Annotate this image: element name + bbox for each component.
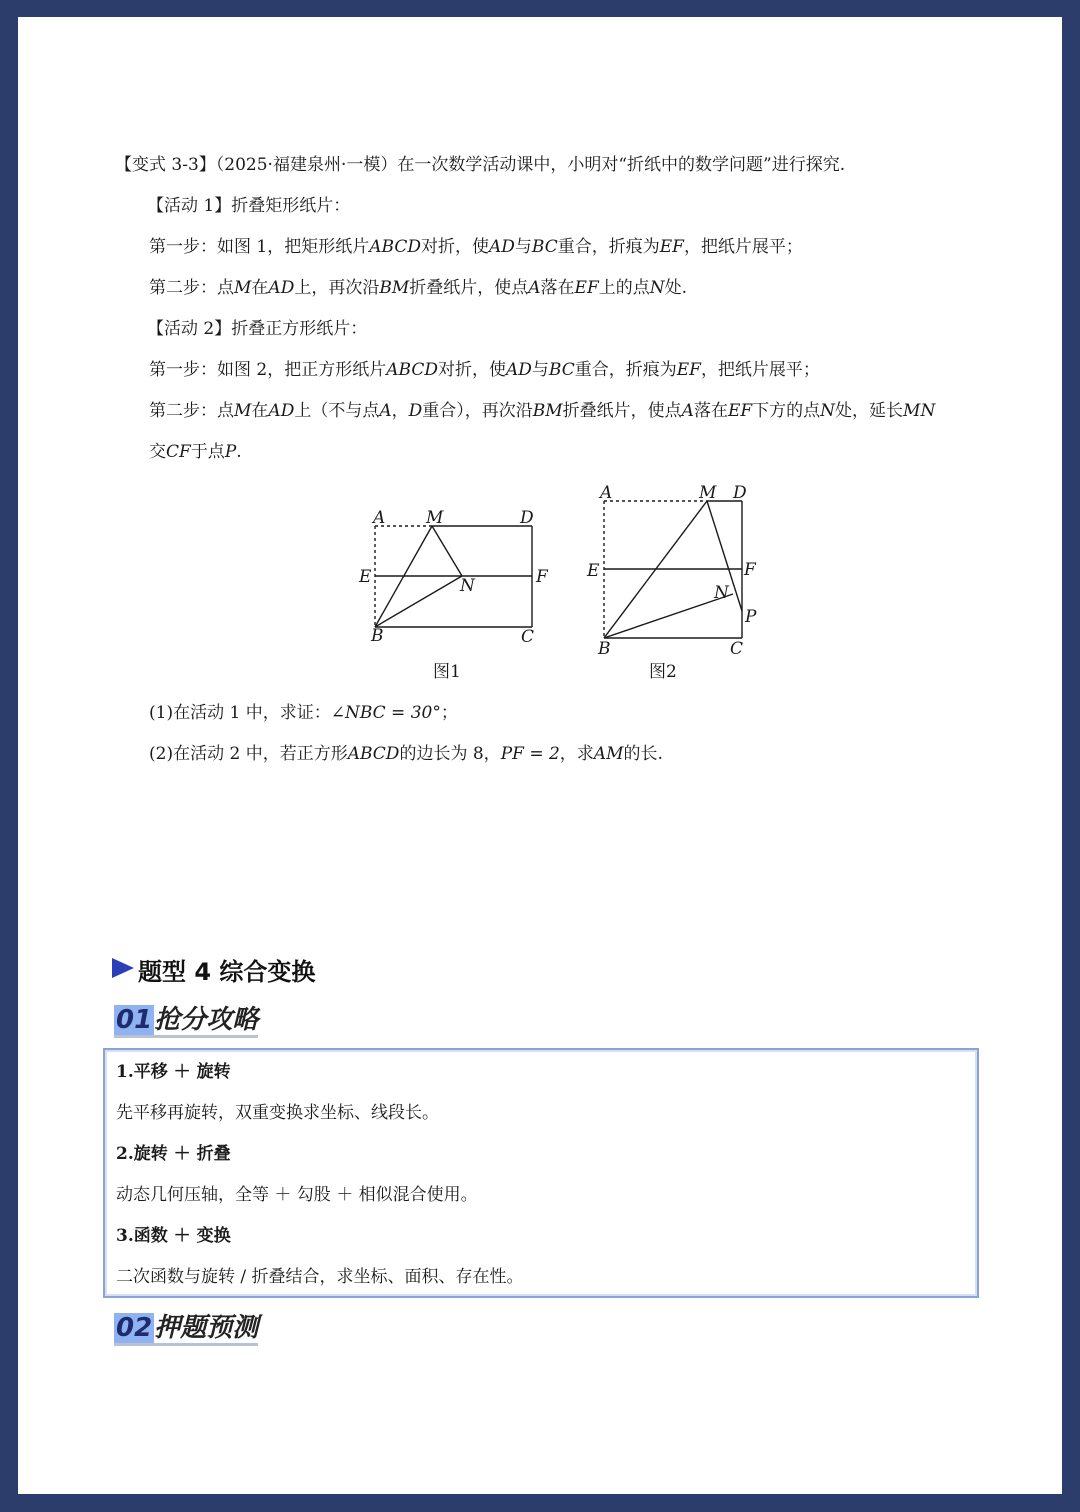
fig2-label-a: A <box>600 483 613 503</box>
figure-2 <box>604 501 742 638</box>
activity2-step1: 第一步：如图 2，把正方形纸片ABCD对折，使AD与BC重合，折痕为EF，把纸片展平； <box>149 360 820 380</box>
fig1-label-a: A <box>373 508 386 528</box>
strategy-item-2-head: 2.旋转 ＋ 折叠 <box>116 1144 231 1164</box>
fig1-label-b: B <box>371 626 384 646</box>
question-1: (1)在活动 1 中，求证：∠NBC = 30°； <box>149 703 458 723</box>
strategy-box <box>103 1048 979 1298</box>
activity1-step2: 第二步：点M在AD上，再次沿BM折叠纸片，使点A落在EF上的点N处. <box>149 278 688 298</box>
fig2-label-b: B <box>598 639 611 659</box>
fig2-label-n: N <box>714 583 729 603</box>
activity2-step2-continued: 交CF于点P. <box>149 442 242 462</box>
fig2-label-f: F <box>744 560 756 580</box>
fig2-label-m: M <box>699 483 717 503</box>
fig1-label-m: M <box>426 508 444 528</box>
strategy-item-2-body: 动态几何压轴，全等 ＋ 勾股 ＋ 相似混合使用。 <box>116 1185 478 1205</box>
fig1-segment-mn <box>432 526 462 576</box>
fig1-segment-bn <box>375 576 462 627</box>
activity1-title: 【活动 1】折叠矩形纸片： <box>147 196 351 216</box>
strategy-item-1-head: 1.平移 ＋ 旋转 <box>116 1062 231 1082</box>
section-title: 题型 4 综合变换 <box>138 958 316 986</box>
fig1-label-e: E <box>359 567 372 587</box>
strategy-item-1-body: 先平移再旋转，双重变换求坐标、线段长。 <box>116 1103 439 1123</box>
activity2-title: 【活动 2】折叠正方形纸片： <box>147 319 368 339</box>
fig2-label-d: D <box>733 483 747 503</box>
fig1-label-d: D <box>520 508 534 528</box>
strategy-item-3-head: 3.函数 ＋ 变换 <box>116 1226 231 1246</box>
fig2-label-p: P <box>745 607 757 627</box>
fig1-label-f: F <box>536 567 548 587</box>
fig1-label-c: C <box>521 627 535 647</box>
section-arrow-icon <box>112 958 134 978</box>
document-page <box>18 17 1062 1494</box>
strategy-item-3-body: 二次函数与旋转 / 折叠结合，求坐标、面积、存在性。 <box>116 1267 524 1287</box>
strategy-heading: 01抢分攻略 <box>114 1005 258 1038</box>
figure-1-caption: 图1 <box>433 662 461 682</box>
question-2: (2)在活动 2 中，若正方形ABCD的边长为 8，PF = 2，求AM的长. <box>149 744 663 764</box>
activity1-step1: 第一步：如图 1，把矩形纸片ABCD对折，使AD与BC重合，折痕为EF，把纸片展平； <box>149 237 803 257</box>
figure-2-caption: 图2 <box>649 662 677 682</box>
prediction-heading: 02押题预测 <box>114 1313 258 1346</box>
fig2-label-e: E <box>587 561 600 581</box>
geometry-figures <box>18 17 1062 717</box>
figure-1 <box>375 526 532 627</box>
fig1-label-n: N <box>460 576 475 596</box>
problem-header: 【变式 3-3】（2025·福建泉州·一模）在一次数学活动课中，小明对“折纸中的数学问题”进行探究. <box>115 155 846 175</box>
fig2-label-c: C <box>730 639 744 659</box>
activity2-step2: 第二步：点M在AD上（不与点A，D重合），再次沿BM折叠纸片，使点A落在EF下方的点N处，延长MN <box>149 401 936 421</box>
